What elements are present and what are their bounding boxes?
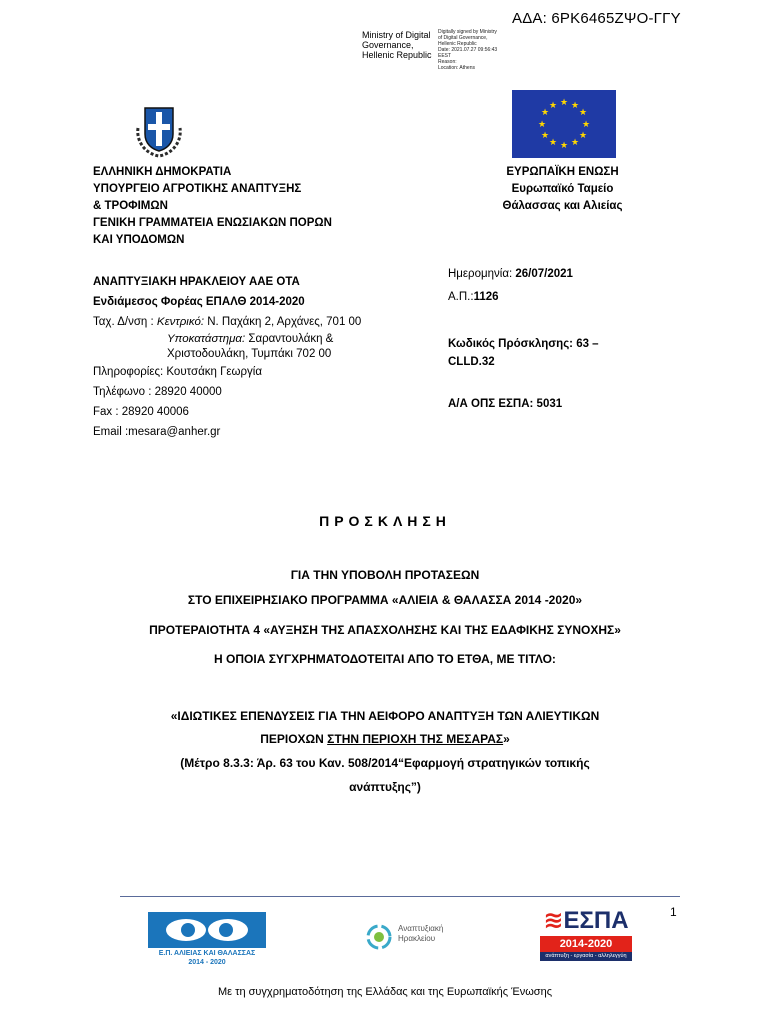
description-part: » xyxy=(503,732,510,746)
protocol-label: Α.Π.: xyxy=(448,291,474,303)
anaptyxiaki-label: Αναπτυξιακή xyxy=(398,924,444,933)
description-line: ΠΡΟΤΕΡΑΙΟΤΗΤΑ 4 «ΑΥΞΗΣΗ ΤΗΣ ΑΠΑΣΧΟΛΗΣΗΣ ΚΑΙ ΤΗΣ ΕΔΑΦΙΚΗΣ ΣΥΝΟΧΗΣ» xyxy=(149,623,621,637)
signature-detail-line: Date: 2021.07.27 09:56:43 xyxy=(438,47,498,53)
eu-flag-icon xyxy=(512,90,616,158)
org-info: Πληροφορίες: Κουτσάκη Γεωργία xyxy=(93,366,263,378)
issuer-line: ΥΠΟΥΡΓΕΙΟ ΑΓΡΟΤΙΚΗΣ ΑΝΑΠΤΥΞΗΣ xyxy=(93,183,302,195)
eu-heading-line: ΕΥΡΩΠΑΪΚΗ ΕΝΩΣΗ xyxy=(506,166,619,178)
description-line: ανάπτυξης”) xyxy=(349,780,421,794)
svg-text:★: ★ xyxy=(540,108,550,118)
org-branch xyxy=(93,332,423,347)
description-line: ΓΙΑ ΤΗΝ ΥΠΟΒΟΛΗ ΠΡΟΤΑΣΕΩΝ xyxy=(290,568,480,582)
anaptyxiaki-label: Ηρακλείου xyxy=(398,934,436,943)
date-label: Ημερομηνία: xyxy=(448,268,516,280)
description-part: ΠΕΡΙΟΧΩΝ xyxy=(260,732,328,746)
svg-text:★: ★ xyxy=(559,98,569,108)
espa-title xyxy=(540,906,632,935)
address-branch-label: Υποκατάστημα: xyxy=(167,333,246,345)
ep-fisheries-label: Ε.Π. ΑΛΙΕΙΑΣ ΚΑΙ ΘΑΛΑΣΣΑΣ xyxy=(158,950,256,957)
address-central: Ν. Παχάκη 2, Αρχάνες, 701 00 xyxy=(204,316,362,328)
org-branch-line2: Χριστοδουλάκη, Τυμπάκι 702 00 xyxy=(167,348,332,360)
svg-text:★: ★ xyxy=(578,131,588,141)
address-branch: Σαραντουλάκη & xyxy=(245,333,334,345)
greek-emblem-icon xyxy=(132,98,186,158)
signature-detail-line: Reason: xyxy=(438,59,457,65)
meta-date xyxy=(448,268,573,280)
espa-logo xyxy=(540,906,632,964)
meta-call-code xyxy=(448,338,599,350)
anaptyxiaki-circle-icon xyxy=(364,922,394,952)
espa-ring-icon: ≋ xyxy=(543,907,564,934)
signature-detail-line: of Digital Governance, xyxy=(438,35,488,41)
org-fax: Fax : 28920 40006 xyxy=(93,406,189,418)
address-prefix: Ταχ. Δ/νση : xyxy=(93,316,157,328)
issuer-line: ΕΛΛΗΝΙΚΗ ΔΗΜΟΚΡΑΤΙΑ xyxy=(93,166,232,178)
description-line: Η ΟΠΟΙΑ ΣΥΓΧΡΗΜΑΤΟΔΟΤΕΙΤΑΙ ΑΠΟ ΤΟ ΕΤΘΑ, ΜΕ ΤΙΤΛΟ: xyxy=(214,652,556,666)
svg-text:★: ★ xyxy=(581,120,591,130)
ep-fisheries-logo xyxy=(148,912,266,968)
issuer-line: ΓΕΝΙΚΗ ΓΡΑΜΜΑΤΕΙΑ ΕΝΩΣΙΑΚΩΝ ΠΟΡΩΝ xyxy=(93,217,332,229)
org-phone: Τηλέφωνο : 28920 40000 xyxy=(93,386,222,398)
description-line: (Μέτρο 8.3.3: Άρ. 63 του Καν. 508/2014“Εφαρμογή στρατηγικών τοπικής xyxy=(180,756,590,770)
espa-years: 2014-2020 xyxy=(540,936,632,952)
ep-fisheries-years: 2014 - 2020 xyxy=(188,959,226,966)
call-code-line: CLLD.32 xyxy=(448,356,495,368)
ep-fisheries-logo-band xyxy=(148,912,266,948)
org-name: ΑΝΑΠΤΥΞΙΑΚΗ ΗΡΑΚΛΕΙΟΥ ΑΑΕ ΟΤΑ xyxy=(93,276,300,288)
meta-call-code-2 xyxy=(448,356,495,368)
signature-detail-line: Location: Athens xyxy=(438,65,475,71)
svg-text:★: ★ xyxy=(548,101,558,111)
signature-signer xyxy=(362,30,432,60)
anaptyxiaki-logo xyxy=(364,920,474,960)
cofinancing-note: Με τη συγχρηματοδότηση της Ελλάδας και της Ευρωπαϊκής Ένωσης xyxy=(217,986,553,998)
signature-details xyxy=(438,29,497,71)
footer-divider xyxy=(120,896,680,897)
svg-text:★: ★ xyxy=(578,108,588,118)
signature-signer-line: Governance, xyxy=(362,40,414,50)
svg-text:★: ★ xyxy=(540,131,550,141)
espa-tagline: ανάπτυξη - εργασία - αλληλεγγύη xyxy=(540,952,632,961)
signature-signer-line: Ministry of Digital xyxy=(362,30,431,40)
protocol-value: 1126 xyxy=(473,291,499,303)
signature-detail-line: Hellenic Republic xyxy=(438,41,477,47)
meta-protocol xyxy=(448,291,499,303)
meta-ops xyxy=(448,398,562,410)
organization-block xyxy=(93,272,423,442)
eu-heading-line: Θάλασσας και Αλιείας xyxy=(502,200,623,212)
signature-detail-line: Digitally signed by Ministry xyxy=(438,29,497,35)
description-line: «ΙΔΙΩΤΙΚΕΣ ΕΠΕΝΔΥΣΕΙΣ ΓΙΑ ΤΗΝ ΑΕΙΦΟΡΟ ΑΝΑΠΤΥΞΗ ΤΩΝ ΑΛΙΕΥΤΙΚΩΝ xyxy=(170,709,600,723)
eu-heading xyxy=(470,164,655,215)
description-underlined: ΣΤΗΝ ΠΕΡΙΟΧΗ ΤΗΣ ΜΕΣΑΡΑΣ xyxy=(327,732,504,746)
svg-text:★: ★ xyxy=(548,138,558,148)
signature-signer-line: Hellenic Republic xyxy=(362,50,432,60)
address-central-label: Κεντρικό: xyxy=(156,316,205,328)
issuer-line: & ΤΡΟΦΙΜΩΝ xyxy=(93,200,168,212)
eu-heading-line: Ευρωπαϊκό Ταμείο xyxy=(511,183,614,195)
fish-eyes-icon xyxy=(148,912,266,948)
date-value: 26/07/2021 xyxy=(515,268,573,280)
ops-value: Α/Α ΟΠΣ ΕΣΠΑ: 5031 xyxy=(448,398,563,410)
description-line: ΣΤΟ ΕΠΙΧΕΙΡΗΣΙΑΚΟ ΠΡΟΓΡΑΜΜΑ «ΑΛΙΕΙΑ & ΘΑΛΑΣΣΑ 2014 -2020» xyxy=(187,593,583,607)
ada-code: ΑΔΑ: 6ΡΚ6465ΖΨΟ-ΓΓΥ xyxy=(512,10,681,27)
issuer-heading xyxy=(93,164,413,249)
svg-text:★: ★ xyxy=(570,101,580,111)
org-body: Ενδιάμεσος Φορέας ΕΠΑΛΘ 2014-2020 xyxy=(93,296,305,308)
document-title: ΠΡΟΣΚΛΗΣΗ xyxy=(319,513,451,529)
org-address xyxy=(93,312,423,332)
org-email: Email :mesara@anher.gr xyxy=(93,426,221,438)
svg-text:★: ★ xyxy=(570,138,580,148)
description-line xyxy=(60,732,710,746)
espa-word: ΕΣΠΑ xyxy=(563,907,629,934)
call-code-line: Κωδικός Πρόσκλησης: 63 – xyxy=(448,338,599,350)
signature-detail-line: EEST xyxy=(438,53,452,59)
svg-text:★: ★ xyxy=(559,141,569,151)
svg-text:★: ★ xyxy=(537,120,547,130)
issuer-line: ΚΑΙ ΥΠΟΔΟΜΩΝ xyxy=(93,234,185,246)
page-number: 1 xyxy=(670,905,677,919)
